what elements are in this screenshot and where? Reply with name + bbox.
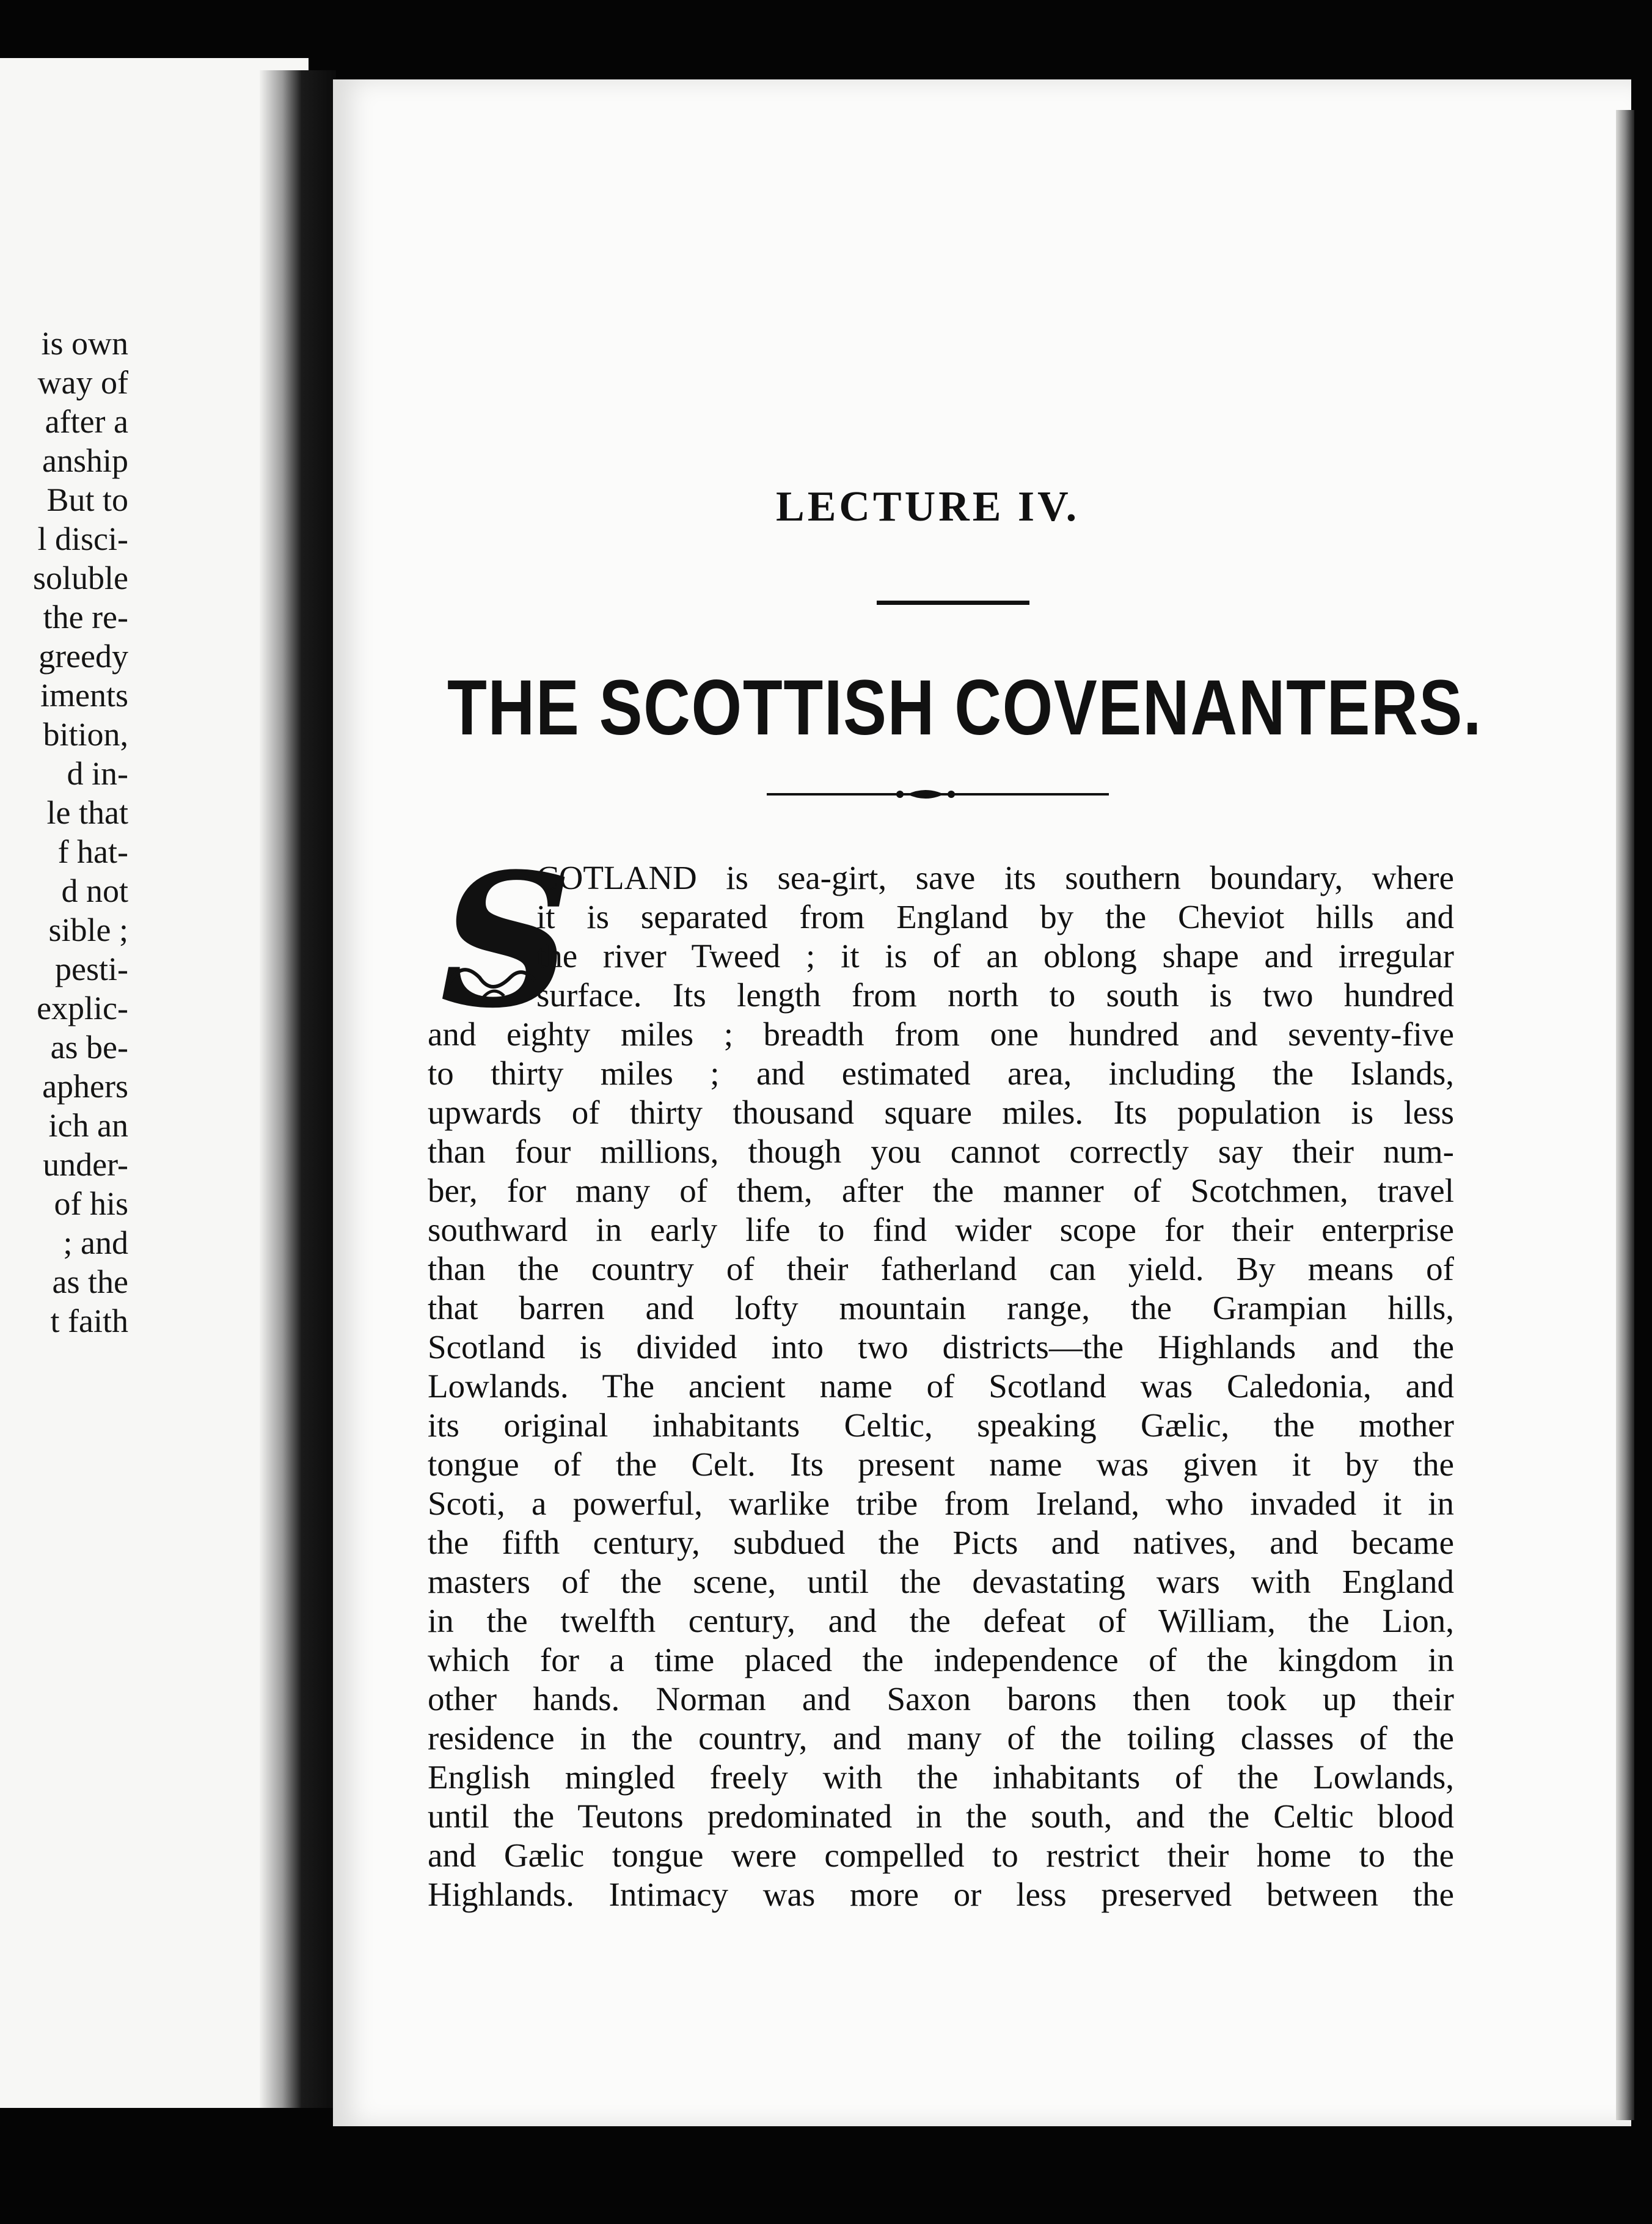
- left-page-line: d in-: [67, 755, 128, 792]
- body-line: other hands. Norman and Saxon barons then took up their: [428, 1680, 1454, 1717]
- left-page-line: iments: [40, 677, 128, 714]
- left-page-text: [0, 324, 128, 1341]
- body-line: in the twelfth century, and the defeat of William, the Lion,: [428, 1602, 1454, 1639]
- left-page-line: anship: [42, 442, 128, 479]
- body-text: [428, 858, 1454, 1914]
- body-line: and eighty miles ; breadth from one hundred and seventy-five: [428, 1015, 1454, 1053]
- body-line: upwards of thirty thousand square miles. Its population is less: [428, 1094, 1454, 1131]
- body-line: ber, for many of them, after the manner of Scotchmen, travel: [428, 1172, 1454, 1209]
- left-page-line: after a: [45, 403, 128, 440]
- lecture-heading: LECTURE IV.: [776, 483, 1080, 530]
- left-page-line: pesti-: [55, 951, 128, 987]
- left-page-line: way of: [37, 364, 128, 401]
- left-page-line: ; and: [63, 1224, 128, 1261]
- left-page-line: f hat-: [57, 833, 128, 870]
- body-line: until the Teutons predominated in the south, and the Celtic blood: [428, 1798, 1454, 1835]
- left-page-line: greedy: [38, 638, 128, 675]
- body-line: Lowlands. The ancient name of Scotland was Caledonia, and: [428, 1367, 1454, 1405]
- ornamental-divider: [767, 782, 1109, 807]
- body-line: masters of the scene, until the devastating wars with England: [428, 1563, 1454, 1600]
- left-page-line: le that: [46, 794, 128, 831]
- heading-rule: [877, 601, 1029, 605]
- left-page-line: l disci-: [37, 521, 128, 557]
- left-page-line: explic-: [37, 990, 128, 1026]
- body-line: tongue of the Celt. Its present name was given it by the: [428, 1446, 1454, 1483]
- body-line: that barren and lofty mountain range, the Grampian hills,: [428, 1289, 1454, 1326]
- left-page-line: as be-: [50, 1029, 128, 1066]
- drop-cap: S: [440, 833, 572, 1048]
- left-page-line: under-: [43, 1146, 128, 1183]
- body-line: which for a time placed the independence of the kingdom in: [428, 1641, 1454, 1678]
- left-page-line: of his: [54, 1185, 128, 1222]
- body-line: English mingled freely with the inhabitants of the Lowlands,: [428, 1758, 1454, 1796]
- left-page-line: soluble: [33, 560, 128, 596]
- body-line: the fifth century, subdued the Picts and natives, and became: [428, 1524, 1454, 1561]
- book-gutter: [260, 70, 336, 2108]
- left-page-line: t faith: [50, 1303, 128, 1339]
- body-line: residence in the country, and many of the toiling classes of the: [428, 1719, 1454, 1757]
- left-page-line: ich an: [48, 1107, 128, 1144]
- body-line: Highlands. Intimacy was more or less preserved between the: [428, 1876, 1454, 1913]
- body-line: surface. Its length from north to south is two hundred: [536, 976, 1454, 1014]
- page-edge: [1616, 110, 1634, 2120]
- left-page-line: sible ;: [48, 912, 128, 948]
- body-line: southward in early life to find wider scope for their enterprise: [428, 1211, 1454, 1248]
- body-line: its original inhabitants Celtic, speaking Gælic, the mother: [428, 1406, 1454, 1444]
- body-line: than the country of their fatherland can yield. By means of: [428, 1250, 1454, 1287]
- body-line: and Gælic tongue were compelled to restrict their home to the: [428, 1837, 1454, 1874]
- left-page-line: as the: [52, 1264, 128, 1300]
- chapter-title: THE SCOTTISH COVENANTERS.: [447, 664, 1483, 752]
- body-line: Scotland is divided into two districts—the Highlands and the: [428, 1328, 1454, 1366]
- body-line: it is separated from England by the Cheviot hills and: [536, 898, 1454, 935]
- body-line: COTLAND is sea-girt, save its southern boundary, where: [536, 859, 1454, 896]
- left-page-line: aphers: [42, 1068, 128, 1105]
- left-page-line: d not: [61, 872, 128, 909]
- left-page-line: bition,: [43, 716, 128, 753]
- left-page-line: But to: [46, 481, 128, 518]
- body-line: to thirty miles ; and estimated area, including the Islands,: [428, 1055, 1454, 1092]
- left-page-line: the re-: [43, 599, 128, 635]
- body-line: Scoti, a powerful, warlike tribe from Ireland, who invaded it in: [428, 1485, 1454, 1522]
- body-line: the river Tweed ; it is of an oblong shape and irregular: [536, 937, 1454, 975]
- body-line: than four millions, though you cannot correctly say their num-: [428, 1133, 1454, 1170]
- left-page-line: is own: [41, 325, 128, 362]
